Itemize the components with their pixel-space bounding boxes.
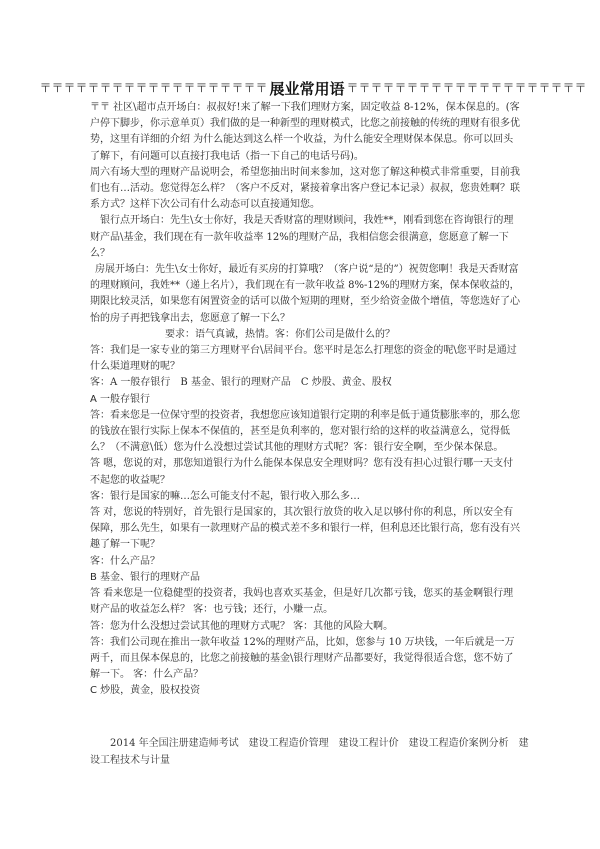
option-b-answer-paragraph: 答 看来您是一位稳健型的投资者，我妈也喜欢买基金，但是好几次都亏钱，您买的基金啊银行理财产品的收益怎么样？ 客：也亏钱；还行，小赚一点。 bbox=[90, 588, 514, 616]
seminar-invite-paragraph: 周六有场大型的理财产品说明会，希望您抽出时间来参加，这对您了解这种模式非常重要，目前我们也有…活动。您觉得怎么样？（客户不反对，紧接着拿出客户登记本记录）叔叔，您贵姓啊？联系方式？这样下次公司有什么动态可以直接通知您。 bbox=[90, 166, 520, 211]
option-c-heading: C 炒股，黄金，股权投资 bbox=[90, 685, 201, 697]
answer-company-paragraph: 答：我们是一家专业的第三方理财平台\居间平台。您平时是怎么打理您的资金的呢\您平时是通过什么渠道理财的呢？ bbox=[90, 345, 517, 373]
client-bank-reply-line: 客：银行是国家的嘛…怎么可能支付不起，银行收入那么多… bbox=[90, 490, 360, 502]
title-decoration-left: 〒〒〒〒〒〒〒〒〒〒〒〒〒〒〒〒〒〒〒 bbox=[39, 81, 268, 95]
other-methods-line: 答：您为什么没想过尝试其他的理财方式呢？ 客：其他的风险大啊。 bbox=[90, 620, 394, 632]
footer-exam-note bbox=[90, 735, 530, 769]
title-decoration-right: 〒〒〒〒〒〒〒〒〒〒〒〒〒〒〒〒〒〒〒〒 bbox=[346, 81, 587, 95]
option-a-answer-paragraph: 答：看来您是一位保守型的投资者，我想您应该知道银行定期的利率是低于通货膨胀率的，那么您的钱放在银行实际上保本不保值的，甚至是负利率的，您对银行给的这样的收益满意么，觉得低么？（不满意\低）您为什么没想过尝试其他的理财方式呢？客：银行安全啊，至少保本保息。 bbox=[90, 409, 520, 454]
title-row bbox=[39, 76, 587, 100]
housing-expo-opening-paragraph: 房展开场白：先生\女士你好，最近有买房的打算哦？（客户说“是的”）祝贺您啊！我是天香财富的理财顾问，我姓**（递上名片），我们现在有一款年收益 8%-12%的理财方案，保本保收益的，期限比较灵活，如果您有闲置资金的话可以做个短期的理财，至少给资金做个增值，等您选好了心怡的房子再把钱拿出去，您愿意了解一下么？ bbox=[90, 264, 520, 324]
client-options-line: 客：A 一般存银行 B 基金、银行的理财产品 C 炒股、黄金、股权 bbox=[90, 377, 392, 389]
footer-text: 2014 年全国注册建造师考试 建设工程造价管理 建设工程计价 建设工程造价案例分析 建设工程技术与计量 bbox=[90, 738, 529, 766]
option-a-heading: A 一般存银行 bbox=[90, 393, 151, 405]
document-body bbox=[90, 100, 522, 700]
requirement-line: 要求：语气真诚，热情。客：你们公司是做什么的？ bbox=[165, 328, 395, 340]
bank-comparison-answer-paragraph: 答 对，您说的特别好，首先银行是国家的，其次银行放贷的收入足以够付你的利息，所以安全有保障，那么先生，如果有一款理财产品的模式差不多和银行一样，但利息还比银行高，您有没有兴趣了解一下呢？ bbox=[90, 507, 520, 551]
bank-opening-paragraph: 银行点开场白：先生\女士你好，我是天香财富的理财顾问，我姓**，刚看到您在咨询银行的理财产品\基金，我们现在有一款年收益率 12%的理财产品，我相信您会很满意，您愿意了解一下么？ bbox=[90, 215, 514, 259]
bank-safety-answer-paragraph: 答 嗯，您说的对，那您知道银行为什么能保本保息安全理财吗？您有没有担心过银行哪一天支付不起您的收益呢？ bbox=[90, 458, 514, 486]
product-pitch-paragraph: 答：我们公司现在推出一款年收益 12%的理财产品，比如，您参与 10 万块钱，一年后就是一万两千，而且保本保息的，比您之前接触的基金\银行理财产品都要好，我觉得很适合您，您不妨了解一下。 客：什么产品？ bbox=[90, 636, 515, 681]
client-product-question-line: 客：什么产品？ bbox=[90, 555, 160, 567]
option-b-heading: B 基金、银行的理财产品 bbox=[90, 571, 201, 583]
page-title: 展业常用语 bbox=[269, 79, 345, 98]
community-opening-paragraph: 〒〒 社区\超市点开场白：叔叔好!来了解一下我们理财方案，固定收益 8-12%，保本保息的。(客户停下脚步，你示意单页）我们做的是一种新型的理财模式，比您之前接触的传统的理财有很多优势，这里有详细的介绍 为什么能达到这么样一个收益，为什么能安全理财保本保息。你可以回头了解下，有问题可以直接打我电话（指一下自己的电话号码)。 bbox=[90, 102, 520, 162]
